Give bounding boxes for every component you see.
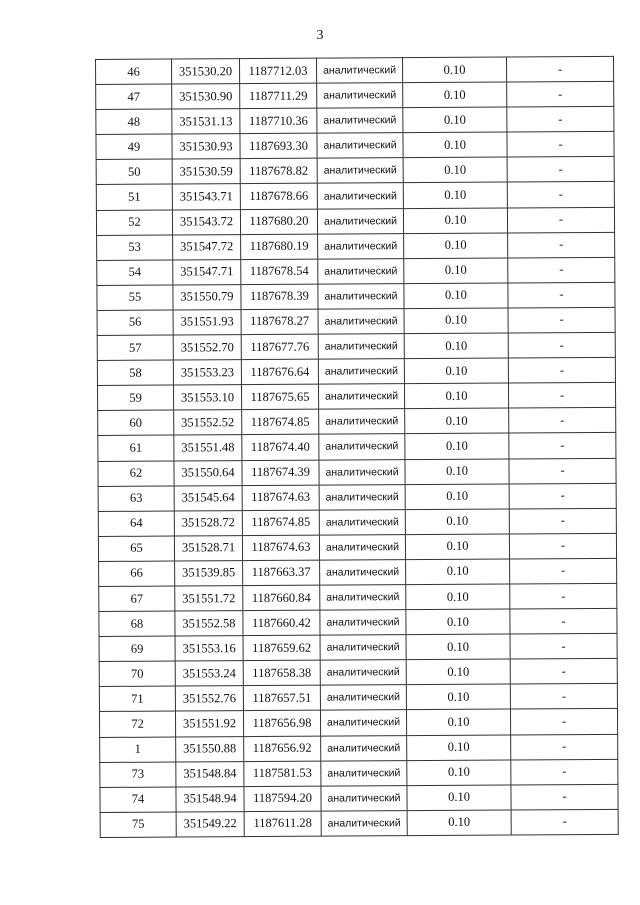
table-row bbox=[100, 809, 618, 837]
point-number-cell: 71 bbox=[99, 686, 175, 712]
x-coordinate-cell: 351543.71 bbox=[172, 184, 240, 210]
method-cell: аналитический bbox=[316, 58, 402, 84]
note-cell: - bbox=[508, 332, 615, 358]
y-coordinate-cell: 1187674.40 bbox=[242, 435, 319, 461]
table-row bbox=[98, 508, 616, 536]
note-cell: - bbox=[510, 608, 617, 634]
point-number-cell: 53 bbox=[97, 235, 173, 261]
method-cell: аналитический bbox=[321, 785, 407, 811]
y-coordinate-cell: 1187660.42 bbox=[243, 610, 320, 636]
accuracy-cell: 0.10 bbox=[403, 82, 507, 108]
point-number-cell: 57 bbox=[97, 335, 173, 361]
note-cell: - bbox=[508, 257, 615, 283]
x-coordinate-cell: 351530.20 bbox=[172, 59, 240, 85]
note-cell: - bbox=[507, 157, 614, 183]
method-cell: аналитический bbox=[318, 334, 404, 360]
note-cell: - bbox=[511, 809, 618, 835]
point-number-cell: 61 bbox=[98, 435, 174, 461]
method-cell: аналитический bbox=[319, 509, 405, 535]
table-row bbox=[98, 483, 616, 511]
note-cell: - bbox=[510, 659, 617, 685]
x-coordinate-cell: 351539.85 bbox=[175, 560, 243, 586]
method-cell: аналитический bbox=[317, 133, 403, 159]
method-cell: аналитический bbox=[321, 810, 407, 836]
x-coordinate-cell: 351551.92 bbox=[175, 711, 243, 737]
point-number-cell: 56 bbox=[97, 310, 173, 336]
accuracy-cell: 0.10 bbox=[404, 333, 508, 359]
table-row bbox=[96, 157, 614, 185]
accuracy-cell: 0.10 bbox=[405, 433, 509, 459]
y-coordinate-cell: 1187676.64 bbox=[241, 359, 318, 385]
note-cell: - bbox=[510, 583, 617, 609]
y-coordinate-cell: 1187658.38 bbox=[243, 660, 320, 686]
x-coordinate-cell: 351528.71 bbox=[174, 535, 242, 561]
method-cell: аналитический bbox=[317, 183, 403, 209]
note-cell: - bbox=[507, 132, 614, 158]
accuracy-cell: 0.10 bbox=[406, 559, 510, 585]
coordinates-table bbox=[95, 56, 619, 838]
method-cell: аналитический bbox=[320, 635, 406, 661]
table-row bbox=[96, 56, 614, 84]
table-row bbox=[96, 107, 614, 135]
point-number-cell: 55 bbox=[97, 285, 173, 311]
point-number-cell: 1 bbox=[100, 737, 176, 763]
table-row bbox=[99, 633, 617, 661]
note-cell: - bbox=[508, 232, 615, 258]
point-number-cell: 51 bbox=[96, 184, 172, 210]
note-cell: - bbox=[509, 408, 616, 434]
x-coordinate-cell: 351552.76 bbox=[175, 686, 243, 712]
y-coordinate-cell: 1187677.76 bbox=[241, 334, 318, 360]
accuracy-cell: 0.10 bbox=[404, 383, 508, 409]
note-cell: - bbox=[511, 734, 618, 760]
table-row bbox=[99, 608, 617, 636]
y-coordinate-cell: 1187674.85 bbox=[242, 510, 319, 536]
point-number-cell: 64 bbox=[98, 511, 174, 537]
accuracy-cell: 0.10 bbox=[405, 534, 509, 560]
table-row bbox=[99, 659, 617, 687]
note-cell: - bbox=[510, 684, 617, 710]
y-coordinate-cell: 1187678.27 bbox=[241, 309, 318, 335]
point-number-cell: 59 bbox=[97, 385, 173, 411]
x-coordinate-cell: 351551.48 bbox=[174, 435, 242, 461]
table-row bbox=[96, 81, 614, 109]
x-coordinate-cell: 351530.93 bbox=[172, 134, 240, 160]
table-row bbox=[96, 207, 614, 235]
y-coordinate-cell: 1187711.29 bbox=[240, 83, 317, 109]
table-row bbox=[97, 383, 615, 411]
x-coordinate-cell: 351550.88 bbox=[176, 736, 244, 762]
point-number-cell: 62 bbox=[98, 461, 174, 487]
accuracy-cell: 0.10 bbox=[406, 584, 510, 610]
table-row bbox=[98, 533, 616, 561]
note-cell: - bbox=[509, 533, 616, 559]
accuracy-cell: 0.10 bbox=[403, 157, 507, 183]
method-cell: аналитический bbox=[318, 258, 404, 284]
y-coordinate-cell: 1187693.30 bbox=[240, 133, 317, 159]
method-cell: аналитический bbox=[318, 359, 404, 385]
y-coordinate-cell: 1187657.51 bbox=[243, 685, 320, 711]
accuracy-cell: 0.10 bbox=[406, 709, 510, 735]
point-number-cell: 72 bbox=[99, 711, 175, 737]
x-coordinate-cell: 351528.72 bbox=[174, 510, 242, 536]
method-cell: аналитический bbox=[317, 83, 403, 109]
table-row bbox=[99, 684, 617, 712]
y-coordinate-cell: 1187678.54 bbox=[241, 259, 318, 285]
note-cell: - bbox=[508, 383, 615, 409]
note-cell: - bbox=[508, 307, 615, 333]
x-coordinate-cell: 351553.23 bbox=[173, 360, 241, 386]
method-cell: аналитический bbox=[319, 484, 405, 510]
note-cell: - bbox=[507, 107, 614, 133]
table-row bbox=[97, 232, 615, 260]
x-coordinate-cell: 351531.13 bbox=[172, 109, 240, 135]
note-cell: - bbox=[508, 357, 615, 383]
point-number-cell: 48 bbox=[96, 109, 172, 135]
accuracy-cell: 0.10 bbox=[403, 208, 507, 234]
y-coordinate-cell: 1187674.63 bbox=[242, 485, 319, 511]
point-number-cell: 68 bbox=[99, 611, 175, 637]
method-cell: аналитический bbox=[320, 610, 406, 636]
note-cell: - bbox=[509, 433, 616, 459]
method-cell: аналитический bbox=[320, 710, 406, 736]
y-coordinate-cell: 1187678.39 bbox=[241, 284, 318, 310]
y-coordinate-cell: 1187656.98 bbox=[243, 711, 320, 737]
method-cell: аналитический bbox=[321, 735, 407, 761]
note-cell: - bbox=[509, 483, 616, 509]
note-cell: - bbox=[507, 182, 614, 208]
method-cell: аналитический bbox=[320, 585, 406, 611]
x-coordinate-cell: 351552.52 bbox=[174, 410, 242, 436]
point-number-cell: 73 bbox=[100, 762, 176, 788]
point-number-cell: 74 bbox=[100, 787, 176, 813]
method-cell: аналитический bbox=[317, 108, 403, 134]
point-number-cell: 50 bbox=[96, 159, 172, 185]
x-coordinate-cell: 351551.72 bbox=[175, 586, 243, 612]
x-coordinate-cell: 351550.79 bbox=[173, 284, 241, 310]
accuracy-cell: 0.10 bbox=[406, 609, 510, 635]
y-coordinate-cell: 1187674.39 bbox=[242, 460, 319, 486]
coordinates-table-body bbox=[96, 56, 619, 837]
x-coordinate-cell: 351553.24 bbox=[175, 661, 243, 687]
note-cell: - bbox=[509, 508, 616, 534]
point-number-cell: 66 bbox=[99, 561, 175, 587]
note-cell: - bbox=[508, 282, 615, 308]
method-cell: аналитический bbox=[318, 309, 404, 335]
note-cell: - bbox=[510, 558, 617, 584]
x-coordinate-cell: 351548.84 bbox=[176, 761, 244, 787]
accuracy-cell: 0.10 bbox=[407, 760, 511, 786]
point-number-cell: 49 bbox=[96, 134, 172, 160]
y-coordinate-cell: 1187660.84 bbox=[243, 585, 320, 611]
table-row bbox=[99, 558, 617, 586]
x-coordinate-cell: 351530.59 bbox=[172, 159, 240, 185]
x-coordinate-cell: 351553.16 bbox=[175, 636, 243, 662]
point-number-cell: 58 bbox=[97, 360, 173, 386]
x-coordinate-cell: 351552.70 bbox=[173, 335, 241, 361]
x-coordinate-cell: 351549.22 bbox=[176, 811, 244, 837]
table-row bbox=[98, 433, 616, 461]
point-number-cell: 46 bbox=[96, 59, 172, 85]
method-cell: аналитический bbox=[318, 233, 404, 259]
y-coordinate-cell: 1187712.03 bbox=[240, 58, 317, 84]
accuracy-cell: 0.10 bbox=[406, 659, 510, 685]
accuracy-cell: 0.10 bbox=[403, 107, 507, 133]
y-coordinate-cell: 1187710.36 bbox=[240, 108, 317, 134]
method-cell: аналитический bbox=[317, 208, 403, 234]
x-coordinate-cell: 351552.58 bbox=[175, 611, 243, 637]
x-coordinate-cell: 351530.90 bbox=[172, 84, 240, 110]
y-coordinate-cell: 1187680.19 bbox=[241, 234, 318, 260]
x-coordinate-cell: 351545.64 bbox=[174, 485, 242, 511]
accuracy-cell: 0.10 bbox=[403, 132, 507, 158]
point-number-cell: 69 bbox=[99, 636, 175, 662]
accuracy-cell: 0.10 bbox=[405, 408, 509, 434]
x-coordinate-cell: 351548.94 bbox=[176, 786, 244, 812]
accuracy-cell: 0.10 bbox=[403, 182, 507, 208]
y-coordinate-cell: 1187663.37 bbox=[243, 560, 320, 586]
point-number-cell: 67 bbox=[99, 586, 175, 612]
y-coordinate-cell: 1187674.85 bbox=[242, 409, 319, 435]
y-coordinate-cell: 1187656.92 bbox=[244, 736, 321, 762]
method-cell: аналитический bbox=[320, 685, 406, 711]
accuracy-cell: 0.10 bbox=[404, 283, 508, 309]
note-cell: - bbox=[507, 207, 614, 233]
method-cell: аналитический bbox=[318, 384, 404, 410]
table-row bbox=[96, 182, 614, 210]
note-cell: - bbox=[510, 709, 617, 735]
note-cell: - bbox=[511, 759, 618, 785]
accuracy-cell: 0.10 bbox=[407, 735, 511, 761]
y-coordinate-cell: 1187594.20 bbox=[244, 786, 321, 812]
table-row bbox=[99, 709, 617, 737]
accuracy-cell: 0.10 bbox=[406, 634, 510, 660]
method-cell: аналитический bbox=[320, 559, 406, 585]
note-cell: - bbox=[511, 784, 618, 810]
accuracy-cell: 0.10 bbox=[405, 484, 509, 510]
point-number-cell: 47 bbox=[96, 84, 172, 110]
y-coordinate-cell: 1187678.82 bbox=[240, 159, 317, 185]
method-cell: аналитический bbox=[319, 434, 405, 460]
accuracy-cell: 0.10 bbox=[404, 258, 508, 284]
y-coordinate-cell: 1187611.28 bbox=[244, 811, 321, 837]
table-row bbox=[97, 307, 615, 335]
table-row bbox=[100, 784, 618, 812]
table-row bbox=[96, 132, 614, 160]
method-cell: аналитический bbox=[319, 409, 405, 435]
accuracy-cell: 0.10 bbox=[406, 684, 510, 710]
note-cell: - bbox=[510, 633, 617, 659]
note-cell: - bbox=[507, 81, 614, 107]
method-cell: аналитический bbox=[320, 660, 406, 686]
y-coordinate-cell: 1187674.63 bbox=[242, 535, 319, 561]
table-row bbox=[98, 458, 616, 486]
method-cell: аналитический bbox=[321, 760, 407, 786]
point-number-cell: 70 bbox=[99, 661, 175, 687]
y-coordinate-cell: 1187659.62 bbox=[243, 635, 320, 661]
table-row bbox=[100, 759, 618, 787]
method-cell: аналитический bbox=[317, 158, 403, 184]
method-cell: аналитический bbox=[318, 283, 404, 309]
note-cell: - bbox=[506, 56, 613, 82]
accuracy-cell: 0.10 bbox=[407, 810, 511, 836]
table-row bbox=[98, 408, 616, 436]
table-row bbox=[97, 257, 615, 285]
y-coordinate-cell: 1187680.20 bbox=[240, 209, 317, 235]
x-coordinate-cell: 351551.93 bbox=[173, 310, 241, 336]
x-coordinate-cell: 351550.64 bbox=[174, 460, 242, 486]
point-number-cell: 52 bbox=[96, 210, 172, 236]
y-coordinate-cell: 1187675.65 bbox=[241, 384, 318, 410]
point-number-cell: 54 bbox=[97, 260, 173, 286]
accuracy-cell: 0.10 bbox=[407, 785, 511, 811]
point-number-cell: 65 bbox=[98, 536, 174, 562]
page-number: 3 bbox=[316, 28, 324, 43]
method-cell: аналитический bbox=[319, 534, 405, 560]
y-coordinate-cell: 1187678.66 bbox=[240, 184, 317, 210]
point-number-cell: 75 bbox=[100, 812, 176, 838]
table-row bbox=[97, 357, 615, 385]
table-row bbox=[100, 734, 618, 762]
x-coordinate-cell: 351553.10 bbox=[173, 385, 241, 411]
accuracy-cell: 0.10 bbox=[404, 308, 508, 334]
table-row bbox=[97, 282, 615, 310]
accuracy-cell: 0.10 bbox=[404, 233, 508, 259]
accuracy-cell: 0.10 bbox=[402, 57, 506, 83]
x-coordinate-cell: 351543.72 bbox=[172, 209, 240, 235]
point-number-cell: 60 bbox=[98, 410, 174, 436]
table-row bbox=[99, 583, 617, 611]
y-coordinate-cell: 1187581.53 bbox=[244, 761, 321, 787]
method-cell: аналитический bbox=[319, 459, 405, 485]
accuracy-cell: 0.10 bbox=[405, 509, 509, 535]
x-coordinate-cell: 351547.71 bbox=[173, 259, 241, 285]
x-coordinate-cell: 351547.72 bbox=[173, 234, 241, 260]
note-cell: - bbox=[509, 458, 616, 484]
accuracy-cell: 0.10 bbox=[405, 458, 509, 484]
accuracy-cell: 0.10 bbox=[404, 358, 508, 384]
table-row bbox=[97, 332, 615, 360]
point-number-cell: 63 bbox=[98, 486, 174, 512]
